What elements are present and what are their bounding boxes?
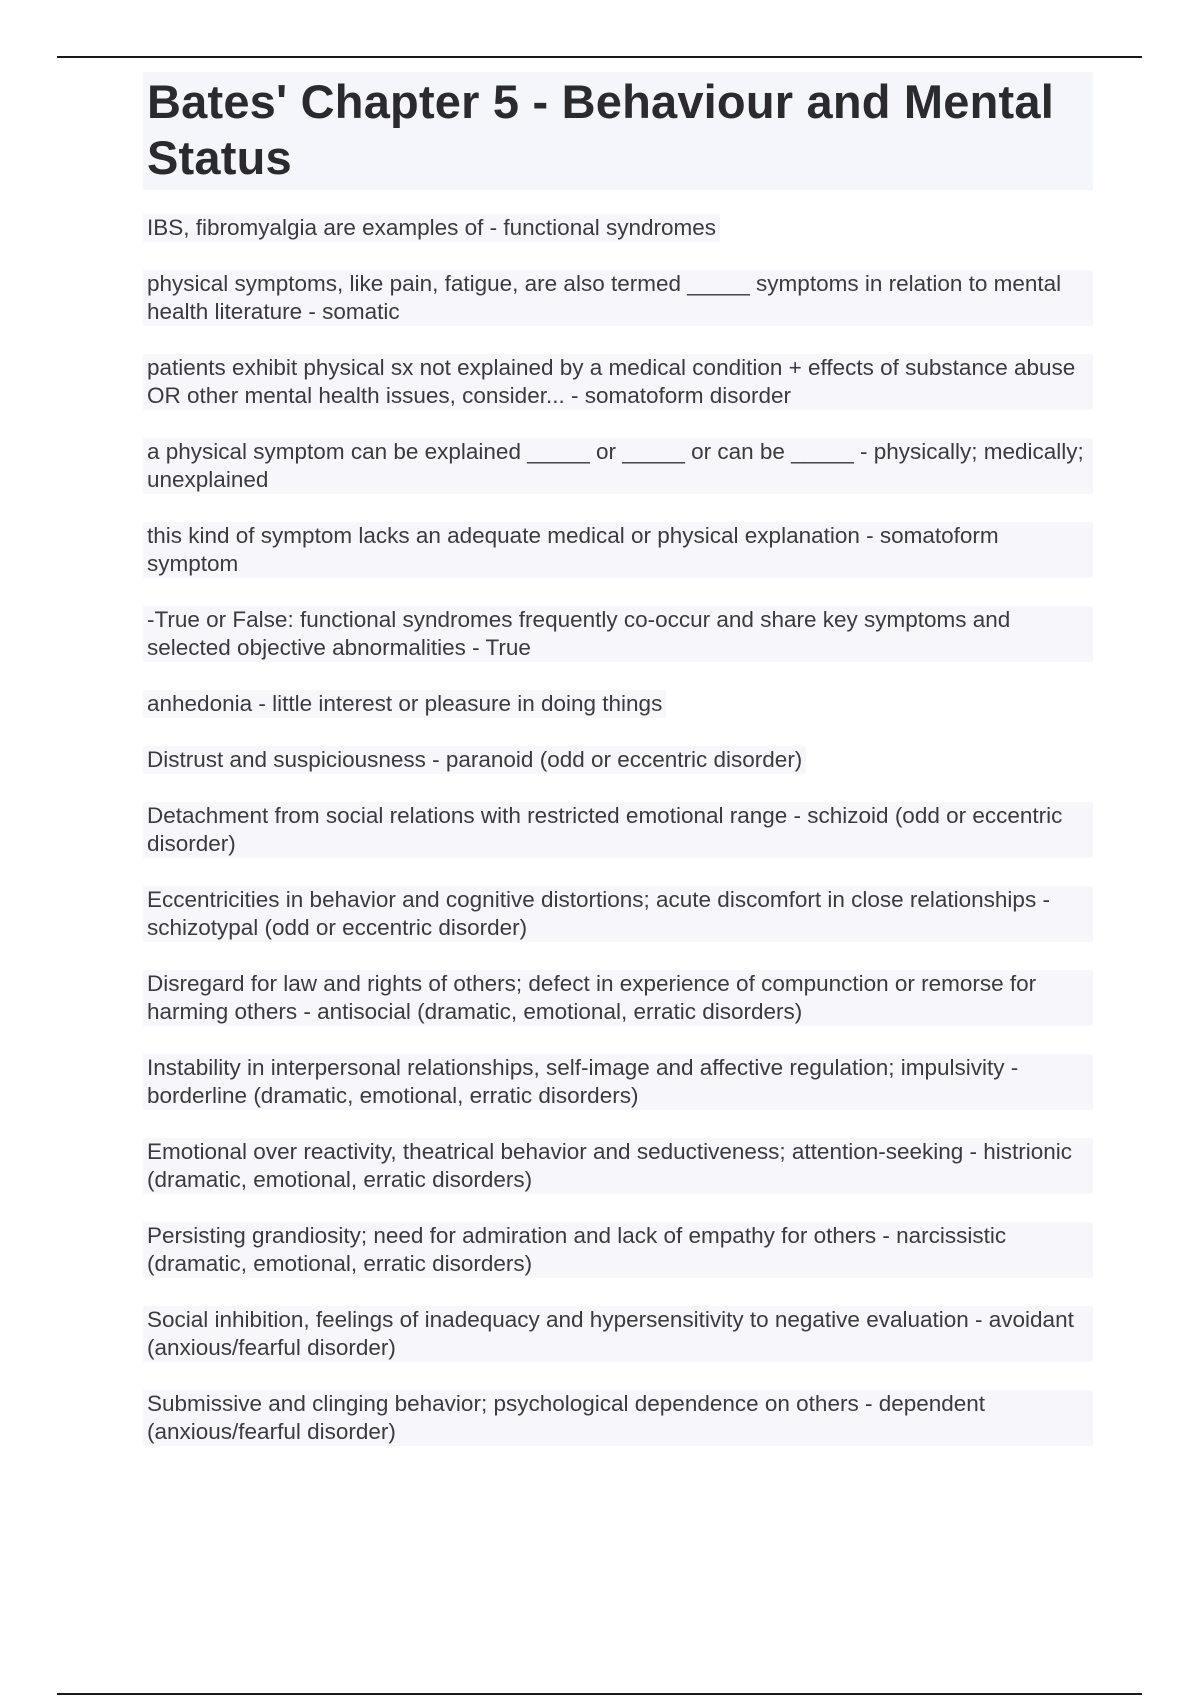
flashcard: Instability in interpersonal relationships, self-image and affective regulation; impulsivity - borderline (dramatic, emotional, erratic disorders)	[143, 1054, 1093, 1110]
flashcard: Distrust and suspiciousness - paranoid (odd or eccentric disorder)	[143, 746, 806, 774]
flashcard-list	[143, 214, 1093, 1446]
flashcard: Eccentricities in behavior and cognitive distortions; acute discomfort in close relationships - schizotypal (odd or eccentric disorder)	[143, 886, 1093, 942]
bottom-rule	[57, 1693, 1142, 1695]
flashcard: Detachment from social relations with restricted emotional range - schizoid (odd or eccentric disorder)	[143, 802, 1093, 858]
flashcard: Social inhibition, feelings of inadequacy and hypersensitivity to negative evaluation - avoidant (anxious/fearful disorder)	[143, 1306, 1093, 1362]
top-rule	[57, 56, 1142, 58]
page-title: Bates' Chapter 5 - Behaviour and Mental Status	[143, 72, 1093, 190]
flashcard: Disregard for law and rights of others; defect in experience of compunction or remorse for harming others - antisocial (dramatic, emotional, erratic disorders)	[143, 970, 1093, 1026]
flashcard: IBS, fibromyalgia are examples of - functional syndromes	[143, 214, 720, 242]
flashcard: Submissive and clinging behavior; psychological dependence on others - dependent (anxious/fearful disorder)	[143, 1390, 1093, 1446]
flashcard: a physical symptom can be explained _____ or _____ or can be _____ - physically; medically; unexplained	[143, 438, 1093, 494]
flashcard: this kind of symptom lacks an adequate medical or physical explanation - somatoform symptom	[143, 522, 1093, 578]
document-body	[143, 72, 1093, 1474]
flashcard: Persisting grandiosity; need for admiration and lack of empathy for others - narcissistic (dramatic, emotional, erratic disorders)	[143, 1222, 1093, 1278]
flashcard: patients exhibit physical sx not explained by a medical condition + effects of substance abuse OR other mental health issues, consider... - somatoform disorder	[143, 354, 1093, 410]
flashcard: physical symptoms, like pain, fatigue, are also termed _____ symptoms in relation to mental health literature - somatic	[143, 270, 1093, 326]
flashcard: anhedonia - little interest or pleasure in doing things	[143, 690, 666, 718]
flashcard: -True or False: functional syndromes frequently co-occur and share key symptoms and selected objective abnormalities - True	[143, 606, 1093, 662]
flashcard: Emotional over reactivity, theatrical behavior and seductiveness; attention-seeking - histrionic (dramatic, emotional, erratic disorders)	[143, 1138, 1093, 1194]
